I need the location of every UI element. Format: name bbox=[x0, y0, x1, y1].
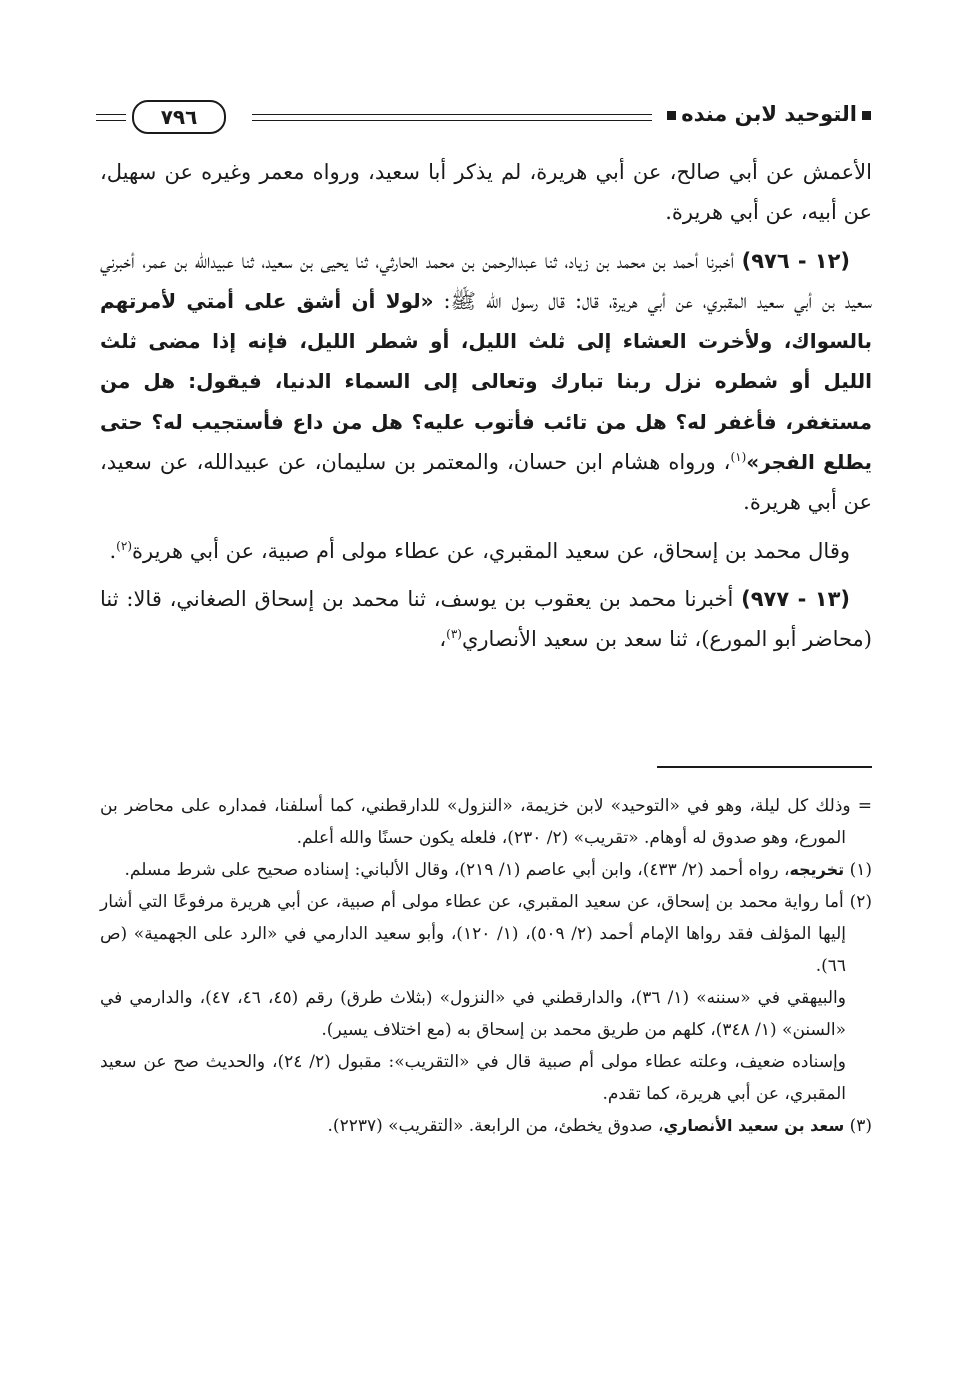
paragraph-1: الأعمش عن أبي صالح، عن أبي هريرة، لم يذكر أبا سعيد، ورواه معمر وغيره عن سهيل، عن أبيه، عن أبي هريرة. bbox=[100, 160, 872, 225]
header-double-rule-left bbox=[96, 114, 126, 121]
header-double-rule bbox=[252, 114, 652, 121]
footnote-marker: (٢) bbox=[116, 538, 132, 553]
hadith-number: (١٢ - ٩٧٦) bbox=[741, 248, 850, 273]
paragraph-hadith-976: (١٢ - ٩٧٦) أخبرنا أحمد بن محمد بن زياد، ثنا عبدالرحمن بن محمد الحارثي، ثنا يحيى بن سعيد، ثنا عبيدالله بن عمر، أخبرني سعيد بن أبي سعيد المقبري، عن أبي هريرة، قال: قال رسول الله ﷺ: «لولا أن أشق على أمتي لأمرتهم بالسواك، ولأخرت العشاء إلى ثلث الليل، أو شطر الليل، فإنه إذا مضى ثلث الليل أو شطره نزل ربنا تبارك وتعالى إلى السماء الدنيا، فيقول: هل من مستغفر، فأغفر له؟ هل من تائب فأتوب عليه؟ هل من داع فأستجيب له؟ حتى يطلع الفجر»$^{(١)}$، ورواه هشام ابن حسان، والمعتمر بن سليمان، عن عبيدالله، عن سعيد، عن أبي هريرة. bbox=[100, 248, 873, 515]
page-number: ٧٩٦ bbox=[160, 105, 198, 129]
footnote-marker: (٣) bbox=[446, 627, 462, 642]
footnote-2: (٢) أما رواية محمد بن إسحاق، عن سعيد المقبري، عن عطاء مولى أم صبية، عن أبي هريرة مرفوعًا التي أشار إليها المؤلف فقد رواها الإمام أحمد (٢/ ٥٠٩)، (١/ ١٢٠)، وأبو سعيد الدارمي في «الرد على الجهمية» (ص ٦٦). bbox=[100, 892, 872, 976]
running-header bbox=[96, 98, 876, 138]
footnote-1: (١) تخريجه، رواه أحمد (٢/ ٤٣٣)، وابن أبي عاصم (١/ ٢١٩)، وقال الألباني: إسناده صحيح على شرط مسلم. bbox=[124, 860, 872, 880]
footnote-continued: = وذلك كل ليلة، وهو في «التوحيد» لابن خزيمة، «النزول» للدارقطني، كما أسلفنا، فمداره على محاضر بن المورع، وهو صدوق له أوهام. «تقريب» (٢/ ٢٣٠)، فلعله يكون حسنًا والله أعلم. bbox=[100, 796, 872, 848]
square-ornament-icon bbox=[667, 111, 676, 120]
square-ornament-icon bbox=[862, 111, 871, 120]
footnote-2-continued-2: وإسناده ضعيف، وعلته عطاء مولى أم صبية قال في «التقريب»: مقبول (٢/ ٢٤)، والحديث صح عن سعيد المقبري، عن أبي هريرة، كما تقدم. bbox=[100, 1052, 846, 1104]
main-text bbox=[100, 152, 872, 668]
book-title-text: التوحيد لابن منده bbox=[681, 102, 857, 126]
footnote-2-continued: والبيهقي في «سننه» (١/ ٣٦)، والدارقطني في «النزول» (بثلاث طرق) رقم (٤٥، ٤٦، ٤٧)، والدارمي في «السنن» (١/ ٣٤٨)، كلهم من طريق محمد بن إسحاق به (مع اختلاف يسير). bbox=[100, 988, 846, 1040]
paragraph-hadith-977: (١٣ - ٩٧٧) أخبرنا محمد بن يعقوب بن يوسف، ثنا محمد بن إسحاق الصغاني، قالا: ثنا (محاضر أبو المورع)، ثنا سعد بن سعيد الأنصاري$^{(٣)}$، bbox=[100, 586, 872, 652]
paragraph-3: وقال محمد بن إسحاق، عن سعيد المقبري، عن عطاء مولى أم صبية، عن أبي هريرة$^{(٢)}$. bbox=[109, 538, 850, 563]
hadith-text: «لولا أن أشق على أمتي لأمرتهم بالسواك، ولأخرت العشاء إلى ثلث الليل، أو شطر الليل، فإنه إذا مضى ثلث الليل أو شطره نزل ربنا تبارك وتعالى إلى السماء الدنيا، فيقول: هل من مستغفر، فأغفر له؟ هل من تائب فأتوب عليه؟ هل من داع فأستجيب له؟ حتى يطلع الفجر» bbox=[100, 288, 872, 475]
book-title bbox=[662, 102, 876, 126]
hadith-number: (١٣ - ٩٧٧) bbox=[741, 586, 851, 611]
footnotes bbox=[100, 790, 872, 1142]
footnote-marker: (١) bbox=[730, 450, 747, 465]
page-number-badge bbox=[132, 100, 226, 134]
footnote-separator bbox=[657, 766, 872, 768]
footnote-3: (٣) سعد بن سعيد الأنصاري، صدوق يخطئ، من الرابعة. «التقريب» (٢٢٣٧). bbox=[327, 1116, 872, 1136]
